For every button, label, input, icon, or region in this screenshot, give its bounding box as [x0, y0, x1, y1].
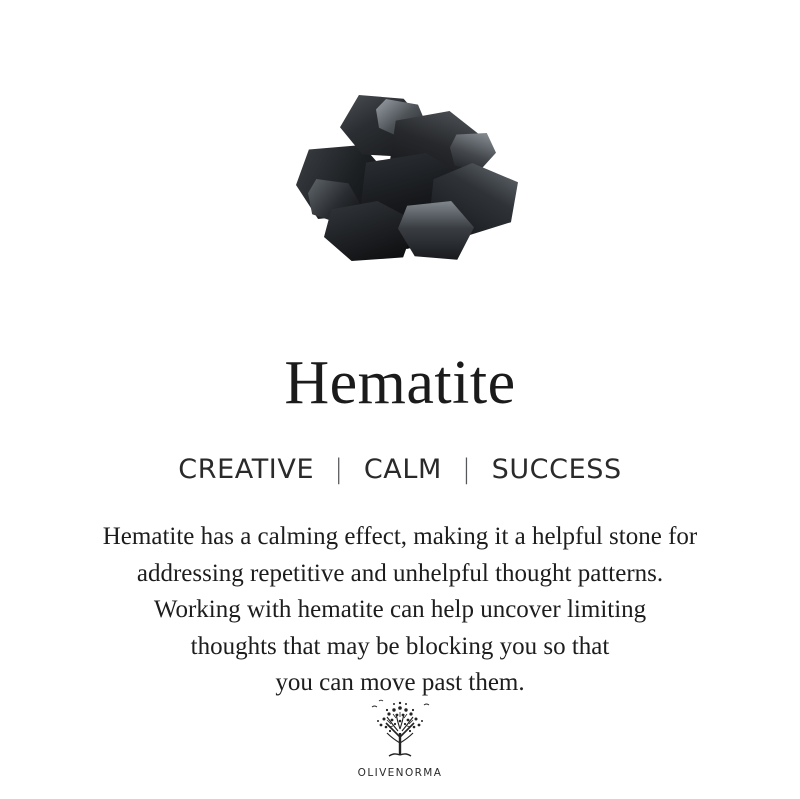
keyword-list: [176, 454, 623, 485]
keyword-creative: CREATIVE: [178, 454, 315, 485]
keyword-calm: CALM: [363, 454, 442, 485]
keyword-separator: |: [334, 454, 344, 485]
keyword-separator: |: [461, 454, 472, 485]
description-line: you can move past them.: [275, 669, 525, 696]
description-line: Hematite has a calming effect, making it a helpful stone for: [102, 523, 698, 550]
description-line: thoughts that may be blocking you so that: [190, 632, 610, 660]
stone-image-area: [0, 0, 800, 330]
page-title: Hematite: [284, 349, 516, 417]
brand-logo: [0, 693, 800, 779]
keyword-success: SUCCESS: [491, 454, 622, 485]
hematite-stone-image: [280, 93, 520, 283]
description-line: Working with hematite can help uncover limiting: [153, 596, 647, 623]
tree-of-life-icon: [360, 693, 440, 765]
brand-name: OLIVENORMA: [357, 767, 443, 779]
description-line: addressing repetitive and unhelpful thought patterns.: [136, 559, 664, 587]
description-text: [40, 519, 760, 702]
